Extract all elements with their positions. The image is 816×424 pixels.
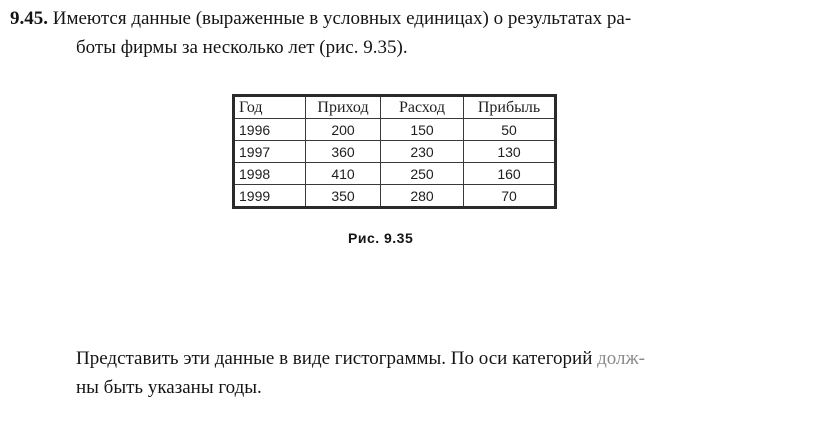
cell-income: 410 (306, 163, 381, 185)
problem-line-1 (10, 4, 800, 33)
problem-line-2: боты фирмы за несколько лет (рис. 9.35). (76, 37, 408, 58)
task-text-faded: долж- (597, 348, 645, 369)
table-row (234, 185, 556, 208)
cell-income: 360 (306, 141, 381, 163)
table-row (234, 141, 556, 163)
cell-year: 1997 (234, 141, 306, 163)
cell-profit: 70 (464, 185, 556, 208)
cell-profit: 160 (464, 163, 556, 185)
table-row (234, 119, 556, 141)
problem-text-1: Имеются данные (выраженные в условных единицах) о результатах ра- (52, 8, 632, 29)
cell-year: 1996 (234, 119, 306, 141)
cell-profit: 130 (464, 141, 556, 163)
problem-statement (10, 4, 800, 62)
cell-profit: 50 (464, 119, 556, 141)
task-line-2: ны быть указаны годы. (76, 377, 262, 398)
header-expense: Расход (381, 96, 464, 119)
problem-number: 9.45. (10, 8, 48, 29)
cell-expense: 150 (381, 119, 464, 141)
header-year: Год (234, 96, 306, 119)
cell-year: 1998 (234, 163, 306, 185)
cell-income: 350 (306, 185, 381, 208)
cell-income: 200 (306, 119, 381, 141)
table-header-row (234, 96, 556, 119)
figure-caption: Рис. 9.35 (348, 230, 414, 246)
data-table (232, 94, 557, 209)
task-line-1 (76, 344, 796, 373)
task-text-1: Представить эти данные в виде гистограммы. По оси категорий (76, 348, 593, 369)
header-income: Приход (306, 96, 381, 119)
cell-year: 1999 (234, 185, 306, 208)
header-profit: Прибыль (464, 96, 556, 119)
task-statement (76, 344, 796, 402)
cell-expense: 280 (381, 185, 464, 208)
cell-expense: 230 (381, 141, 464, 163)
table-row (234, 163, 556, 185)
cell-expense: 250 (381, 163, 464, 185)
